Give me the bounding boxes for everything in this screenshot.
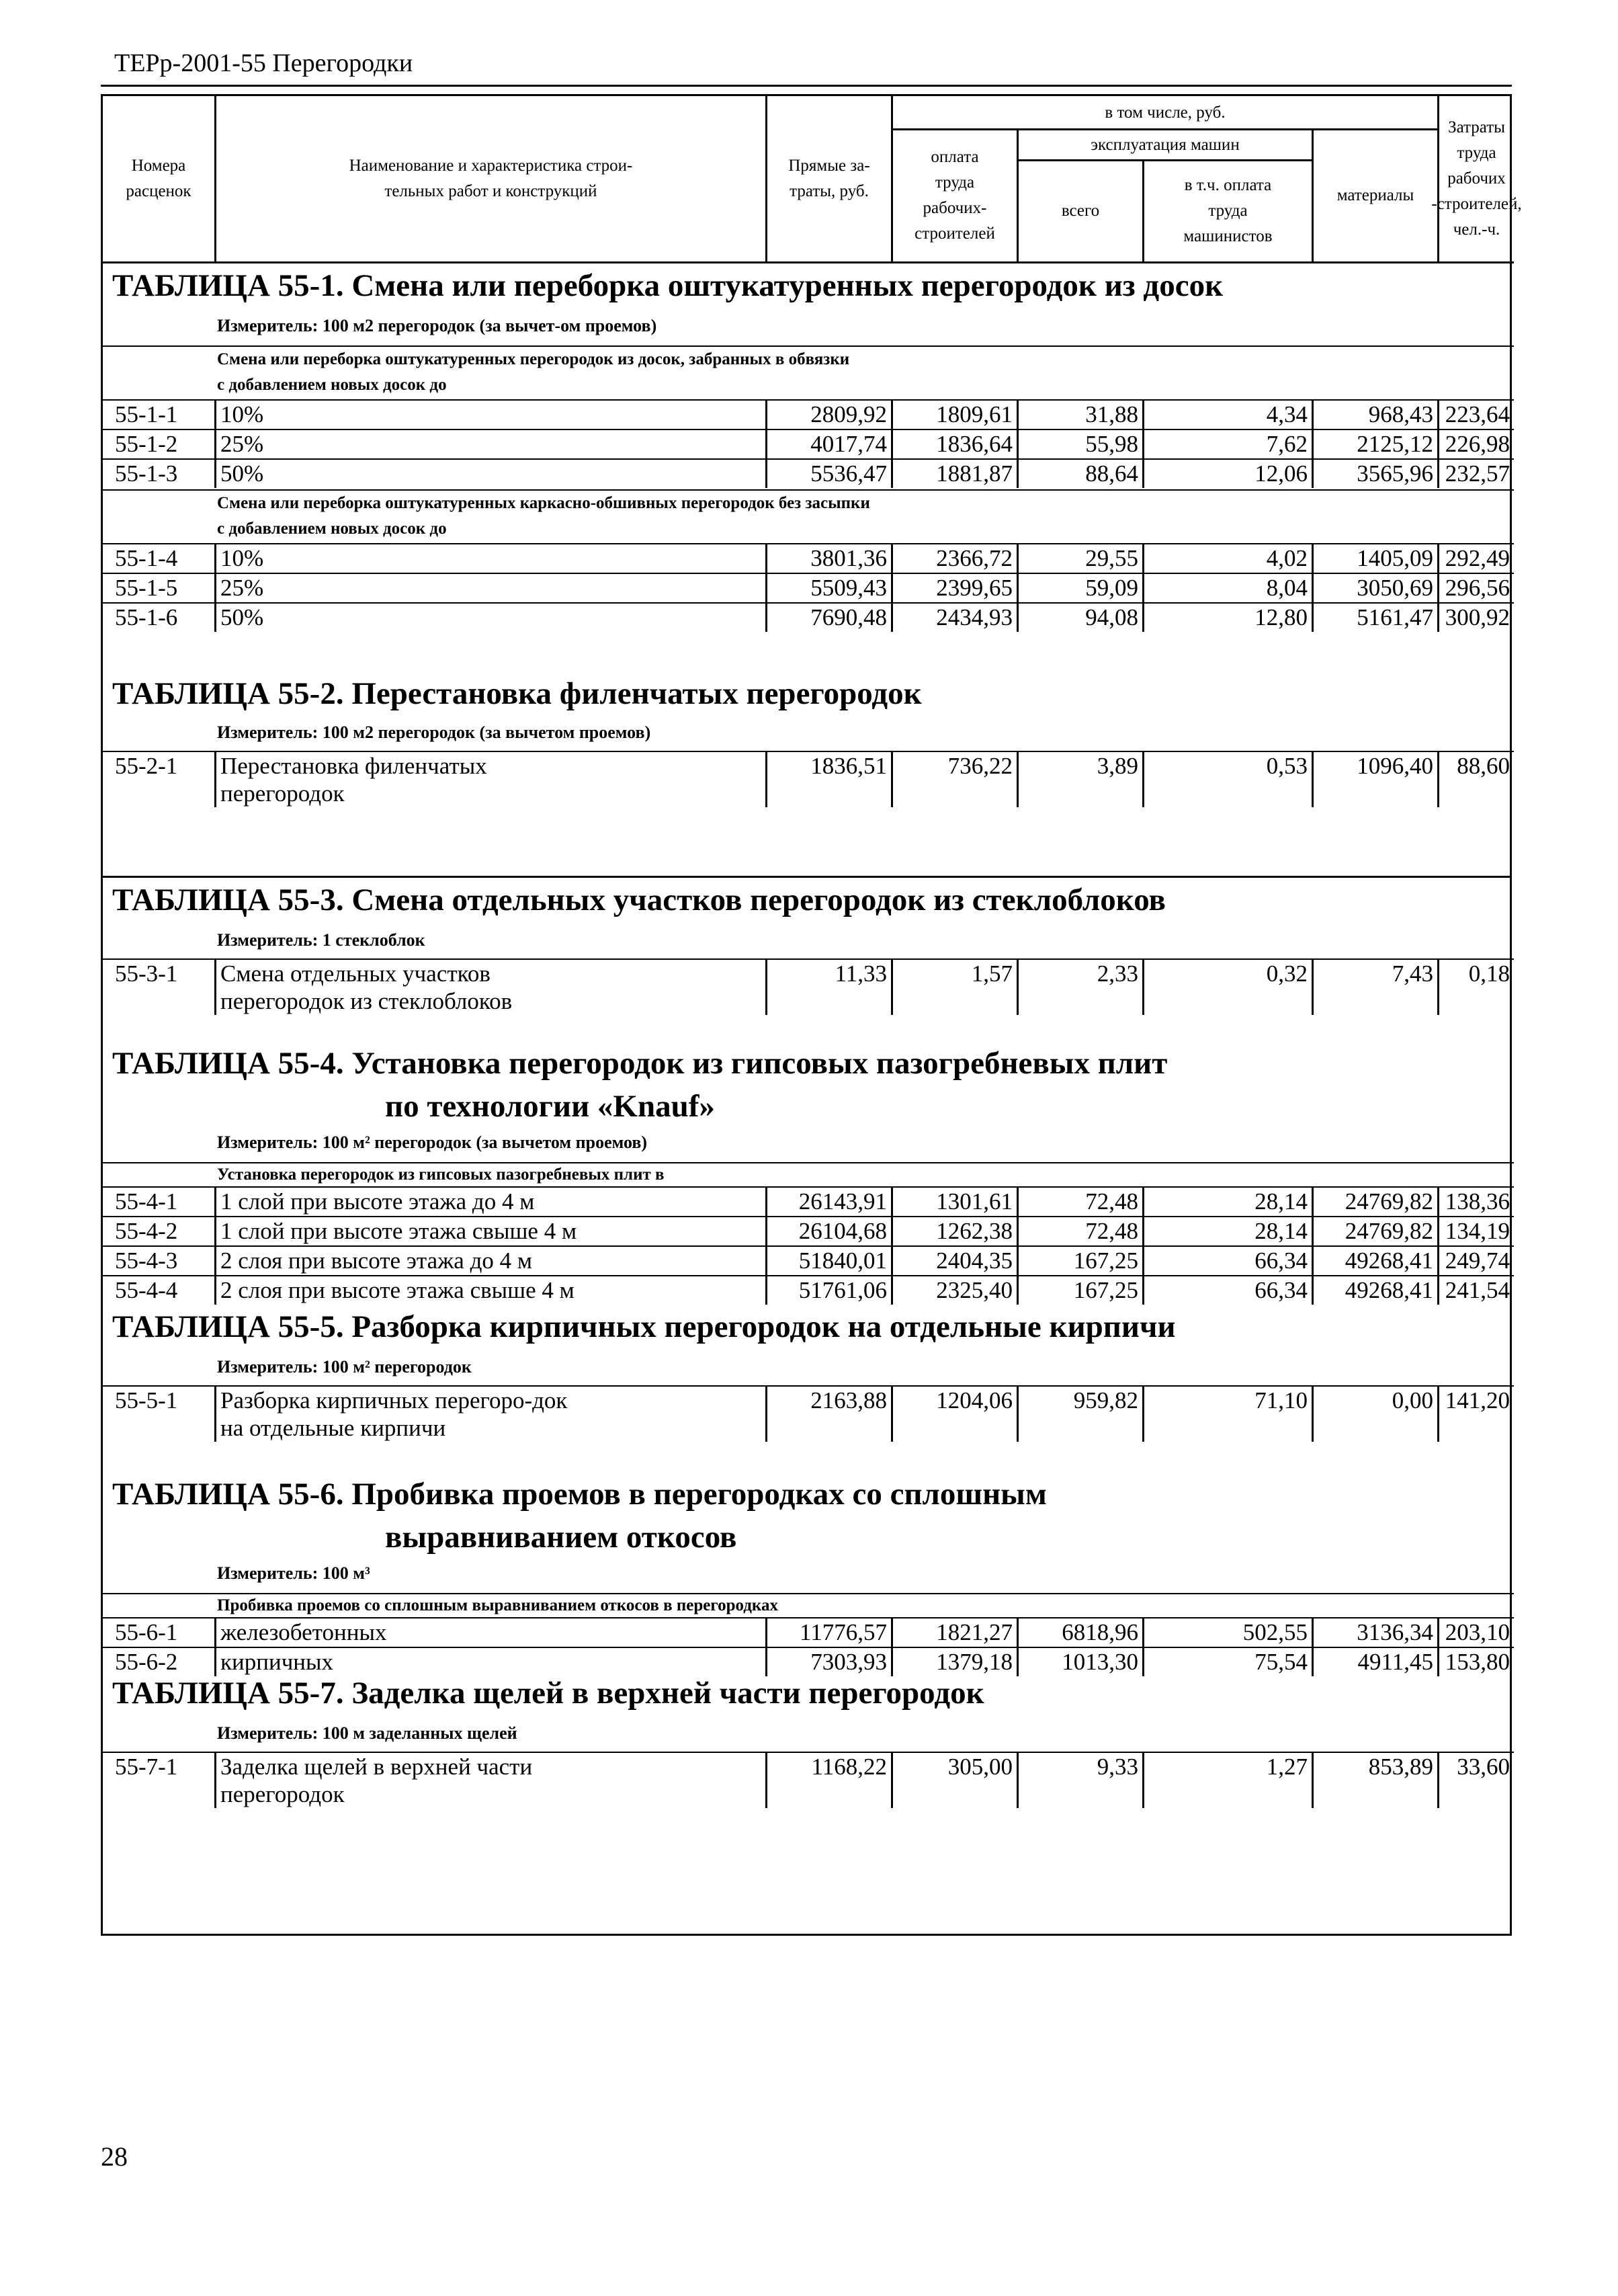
cell-materials: 2125,12 (1357, 431, 1433, 457)
table-measure: Измеритель: 100 м² перегородок (за вычетом проемов) (217, 1133, 648, 1152)
cell-materials: 4911,45 (1357, 1649, 1433, 1675)
cell-direct: 7303,93 (810, 1649, 887, 1675)
cell-mach: 2,33 (1097, 960, 1138, 987)
rates-table-continued (101, 878, 1512, 1936)
cell-wage: 1881,87 (936, 460, 1013, 487)
cell-mach: 94,08 (1085, 604, 1138, 630)
cell-direct: 26104,68 (798, 1218, 887, 1244)
col-code: Номера расценок (126, 157, 191, 200)
table-title: ТАБЛИЦА 55-7. Заделка щелей в верхней части перегородок (112, 1676, 984, 1711)
cell-mach: 72,48 (1085, 1218, 1138, 1244)
table-measure: Измеритель: 100 м2 перегородок (за вычетом проемов) (217, 723, 651, 742)
cell-mach-wage: 4,02 (1266, 545, 1308, 571)
cell-name: Заделка щелей в верхней части перегородок (220, 1754, 533, 1807)
table-measure: Измеритель: 100 м³ (217, 1563, 370, 1583)
cell-wage: 1821,27 (936, 1619, 1013, 1645)
cell-name: 50% (220, 460, 264, 487)
table-title-line2: по технологии «Knauf» (385, 1089, 715, 1124)
cell-mach-wage: 0,32 (1266, 960, 1308, 987)
cell-mach-wage: 66,34 (1254, 1247, 1308, 1274)
col-direct: Прямые за- траты, руб. (788, 157, 870, 200)
table-row (103, 1617, 1514, 1647)
cell-direct: 2809,92 (810, 401, 887, 427)
cell-direct: 26143,91 (798, 1188, 887, 1215)
cell-name: 25% (220, 431, 264, 457)
cell-wage: 736,22 (947, 753, 1013, 779)
cell-mach-wage: 12,06 (1254, 460, 1308, 487)
cell-labor: 249,74 (1445, 1247, 1510, 1274)
table-row (103, 573, 1514, 602)
cell-name: 1 слой при высоте этажа до 4 м (220, 1188, 535, 1215)
cell-materials: 24769,82 (1345, 1218, 1433, 1244)
cell-name: 2 слоя при высоте этажа свыше 4 м (220, 1277, 574, 1303)
cell-labor: 88,60 (1457, 753, 1510, 779)
cell-wage: 1379,18 (936, 1649, 1013, 1675)
table-row (103, 1186, 1514, 1216)
col-materials: материалы (1336, 186, 1414, 204)
table-row (103, 1245, 1514, 1275)
group-label: Смена или переборка оштукатуренных перегородок из досок, забранных в обвязки с добавлением новых досок до (103, 345, 1514, 399)
page-number: 28 (101, 2141, 128, 2172)
table-title: ТАБЛИЦА 55-6. Пробивка проемов в перегородках со сплошным (112, 1477, 1047, 1512)
cell-name: 1 слой при высоте этажа свыше 4 м (220, 1218, 577, 1244)
cell-mach-wage: 28,14 (1254, 1218, 1308, 1244)
cell-wage: 2434,93 (936, 604, 1013, 630)
col-mach-wage: в т.ч. оплата труда машинистов (1183, 176, 1273, 245)
cell-name: Смена отдельных участков перегородок из стеклоблоков (220, 960, 513, 1014)
table-title: ТАБЛИЦА 55-5. Разборка кирпичных перегородок на отдельные кирпичи (112, 1309, 1176, 1344)
cell-labor: 153,80 (1445, 1649, 1510, 1675)
cell-direct: 3801,36 (810, 545, 887, 571)
cell-wage: 2399,65 (936, 575, 1013, 601)
cell-labor: 232,57 (1445, 460, 1510, 487)
cell-labor: 292,49 (1445, 545, 1510, 571)
table-row (103, 1275, 1514, 1305)
cell-code: 55-1-3 (115, 460, 178, 487)
cell-materials: 5161,47 (1357, 604, 1433, 630)
cell-materials: 3136,34 (1357, 1619, 1433, 1645)
cell-materials: 1405,09 (1357, 545, 1433, 571)
cell-code: 55-4-1 (115, 1188, 178, 1215)
page-header: ТЕРр-2001-55 Перегородки (114, 49, 413, 77)
cell-mach: 9,33 (1097, 1754, 1138, 1780)
cell-wage: 1809,61 (936, 401, 1013, 427)
table-title: ТАБЛИЦА 55-2. Перестановка филенчатых перегородок (112, 676, 922, 711)
cell-labor: 203,10 (1445, 1619, 1510, 1645)
cell-mach: 29,55 (1085, 545, 1138, 571)
cell-direct: 11,33 (835, 960, 887, 987)
cell-materials: 7,43 (1392, 960, 1433, 987)
cell-name: 10% (220, 401, 264, 427)
cell-code: 55-6-1 (115, 1619, 178, 1645)
cell-mach: 55,98 (1085, 431, 1138, 457)
cell-labor: 138,36 (1445, 1188, 1510, 1215)
table-row (103, 399, 1514, 429)
table-title-line2: выравниванием откосов (385, 1520, 737, 1555)
cell-labor: 300,92 (1445, 604, 1510, 630)
cell-direct: 1168,22 (811, 1754, 887, 1780)
cell-name: Перестановка филенчатых перегородок (220, 753, 487, 807)
header-rule (101, 85, 1512, 87)
cell-mach: 167,25 (1073, 1277, 1138, 1303)
table-row (103, 1647, 1514, 1676)
group-label: Установка перегородок из гипсовых пазогребневых плит в (103, 1162, 1514, 1186)
cell-code: 55-7-1 (115, 1754, 178, 1780)
cell-direct: 5536,47 (810, 460, 887, 487)
cell-wage: 2404,35 (936, 1247, 1013, 1274)
table-title: ТАБЛИЦА 55-4. Установка перегородок из гипсовых пазогребневых плит (112, 1046, 1168, 1081)
cell-mach-wage: 71,10 (1254, 1387, 1308, 1413)
cell-materials: 24769,82 (1345, 1188, 1433, 1215)
cell-mach: 959,82 (1073, 1387, 1138, 1413)
cell-materials: 3050,69 (1357, 575, 1433, 601)
cell-code: 55-1-6 (115, 604, 178, 630)
cell-mach: 31,88 (1085, 401, 1138, 427)
table-row (103, 751, 1514, 807)
table-row (103, 429, 1514, 458)
cell-code: 55-6-2 (115, 1649, 178, 1675)
cell-mach: 1013,30 (1062, 1649, 1138, 1675)
cell-direct: 51840,01 (798, 1247, 887, 1274)
cell-wage: 305,00 (947, 1754, 1013, 1780)
cell-mach-wage: 7,62 (1266, 431, 1308, 457)
cell-mach: 6818,96 (1062, 1619, 1138, 1645)
cell-labor: 226,98 (1445, 431, 1510, 457)
table-row (103, 602, 1514, 632)
cell-code: 55-4-2 (115, 1218, 178, 1244)
table-row (103, 458, 1514, 488)
table-row (103, 1216, 1514, 1245)
cell-labor: 33,60 (1457, 1754, 1510, 1780)
cell-name: кирпичных (220, 1649, 334, 1675)
cell-name: железобетонных (220, 1619, 387, 1645)
cell-mach: 59,09 (1085, 575, 1138, 601)
cell-mach: 167,25 (1073, 1247, 1138, 1274)
col-incl: в том числе, руб. (1105, 104, 1226, 122)
table-row (103, 958, 1514, 1015)
cell-labor: 241,54 (1445, 1277, 1510, 1303)
cell-mach-wage: 502,55 (1242, 1619, 1308, 1645)
cell-mach-wage: 75,54 (1254, 1649, 1308, 1675)
cell-materials: 1096,40 (1357, 753, 1433, 779)
cell-mach-wage: 66,34 (1254, 1277, 1308, 1303)
cell-code: 55-4-4 (115, 1277, 178, 1303)
rates-table (101, 94, 1522, 878)
cell-materials: 49268,41 (1345, 1247, 1433, 1274)
cell-wage: 1836,64 (936, 431, 1013, 457)
group-label: Пробивка проемов со сплошным выравниванием откосов в перегородках (103, 1593, 1514, 1617)
cell-code: 55-4-3 (115, 1247, 178, 1274)
col-name: Наименование и характеристика строи- тельных работ и конструкций (349, 157, 633, 200)
cell-code: 55-1-5 (115, 575, 178, 601)
cell-labor: 134,19 (1445, 1218, 1510, 1244)
cell-mach-wage: 0,53 (1266, 753, 1308, 779)
cell-direct: 4017,74 (810, 431, 887, 457)
cell-name: Разборка кирпичных перегоро-док на отдельные кирпичи (220, 1387, 568, 1441)
cell-code: 55-2-1 (115, 753, 178, 779)
cell-materials: 0,00 (1392, 1387, 1433, 1413)
cell-materials: 968,43 (1368, 401, 1433, 427)
cell-name: 50% (220, 604, 264, 630)
cell-name: 10% (220, 545, 264, 571)
table-title: ТАБЛИЦА 55-3. Смена отдельных участков перегородок из стеклоблоков (112, 883, 1166, 917)
cell-code: 55-3-1 (115, 960, 178, 987)
col-machines: эксплуатация машин (1091, 136, 1240, 154)
col-wage: оплата труда рабочих- строителей (914, 148, 995, 243)
cell-wage: 2325,40 (936, 1277, 1013, 1303)
table-measure: Измеритель: 100 м заделанных щелей (217, 1723, 517, 1743)
cell-mach-wage: 8,04 (1266, 575, 1308, 601)
cell-mach-wage: 12,80 (1254, 604, 1308, 630)
cell-direct: 2163,88 (810, 1387, 887, 1413)
cell-mach-wage: 28,14 (1254, 1188, 1308, 1215)
cell-direct: 51761,06 (798, 1277, 887, 1303)
cell-labor: 0,18 (1468, 960, 1510, 987)
table-measure: Измеритель: 100 м² перегородок (217, 1357, 472, 1377)
cell-code: 55-5-1 (115, 1387, 178, 1413)
cell-code: 55-1-2 (115, 431, 178, 457)
cell-mach: 72,48 (1085, 1188, 1138, 1215)
cell-direct: 11776,57 (800, 1619, 887, 1645)
cell-wage: 1204,06 (936, 1387, 1013, 1413)
cell-code: 55-1-4 (115, 545, 178, 571)
cell-materials: 853,89 (1368, 1754, 1433, 1780)
table-row (103, 1385, 1514, 1442)
cell-direct: 1836,51 (810, 753, 887, 779)
cell-wage: 1262,38 (936, 1218, 1013, 1244)
cell-direct: 7690,48 (810, 604, 887, 630)
col-mach-total: всего (1061, 202, 1100, 220)
cell-labor: 223,64 (1445, 401, 1510, 427)
table-measure: Измеритель: 100 м2 перегородок (за вычет-ом проемов) (217, 316, 657, 335)
table-row (103, 543, 1514, 573)
table-measure: Измеритель: 1 стеклоблок (217, 930, 425, 950)
cell-mach-wage: 4,34 (1266, 401, 1308, 427)
cell-name: 2 слоя при высоте этажа до 4 м (220, 1247, 533, 1274)
cell-wage: 2366,72 (936, 545, 1013, 571)
table-row (103, 1752, 1514, 1808)
table-title: ТАБЛИЦА 55-1. Смена или переборка оштукатуренных перегородок из досок (112, 268, 1224, 303)
cell-mach: 88,64 (1085, 460, 1138, 487)
cell-materials: 49268,41 (1345, 1277, 1433, 1303)
cell-labor: 296,56 (1445, 575, 1510, 601)
cell-name: 25% (220, 575, 264, 601)
cell-wage: 1,57 (971, 960, 1013, 987)
cell-wage: 1301,61 (936, 1188, 1013, 1215)
cell-code: 55-1-1 (115, 401, 178, 427)
cell-labor: 141,20 (1445, 1387, 1510, 1413)
cell-materials: 3565,96 (1357, 460, 1433, 487)
cell-mach: 3,89 (1097, 753, 1138, 779)
group-label: Смена или переборка оштукатуренных каркасно-обшивных перегородок без засыпки с добавлением новых досок до (103, 489, 1514, 543)
col-labor: Затраты труда рабочих -строителей, чел.-ч. (1431, 118, 1522, 239)
cell-direct: 5509,43 (810, 575, 887, 601)
cell-mach-wage: 1,27 (1266, 1754, 1308, 1780)
